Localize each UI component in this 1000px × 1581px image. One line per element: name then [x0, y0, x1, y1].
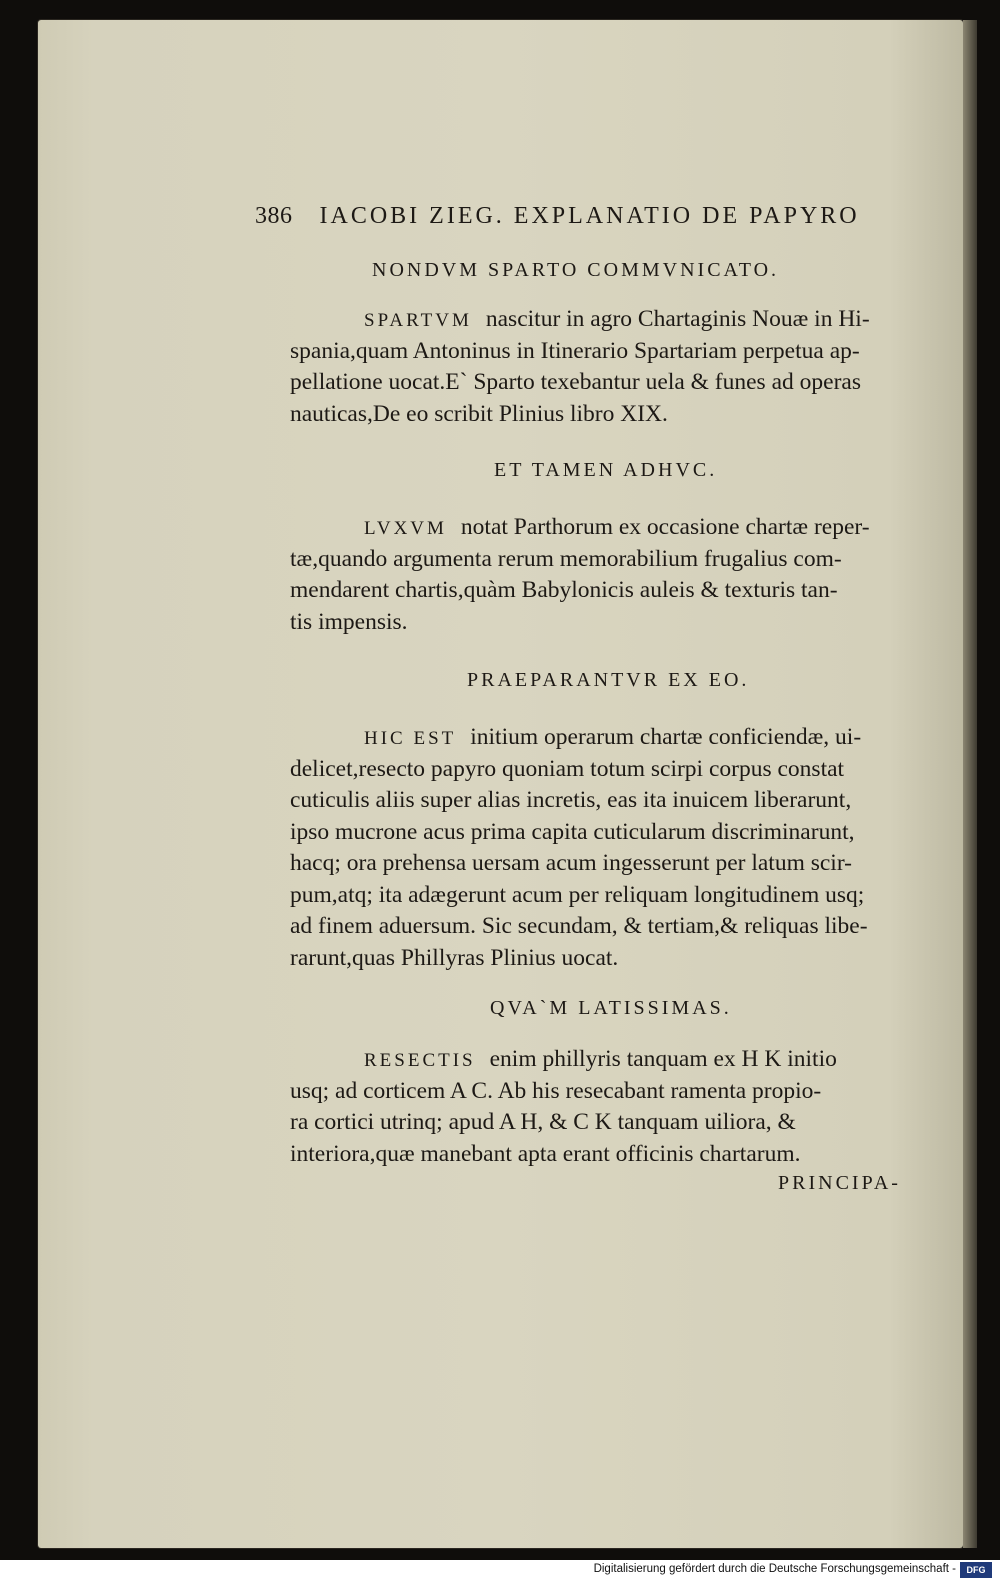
paragraph-line: LVXVM notat Parthorum ex occasione chartæ reper-	[364, 514, 870, 540]
paragraph-line: mendarent chartis,quàm Babylonicis auleis & texturis tan-	[290, 577, 838, 603]
section-heading: QVA`M LATISSIMAS.	[490, 997, 732, 1019]
paragraph-line: ra cortici utrinq; apud A H, & C K tanquam uiliora, &	[290, 1109, 796, 1135]
paragraph-line: ipso mucrone acus prima capita cuticularum discriminarunt,	[290, 818, 855, 845]
paragraph-line: spania,quam Antoninus in Itinerario Spartariam perpetua ap-	[290, 337, 860, 364]
section-heading: ET TAMEN ADHVC.	[494, 459, 718, 481]
footer-credit: Digitalisierung gefördert durch die Deutsche Forschungsgemeinschaft -	[593, 1563, 956, 1575]
paragraph	[290, 722, 940, 974]
paragraph-line: HIC EST initium operarum chartæ conficiendæ, ui-	[364, 724, 862, 750]
page-number: 386	[255, 203, 293, 229]
lead-word: SPARTVM	[364, 310, 472, 331]
section-heading: PRAEPARANTVR EX EO.	[467, 669, 750, 691]
page-edge	[963, 20, 977, 1548]
paragraph-line: RESECTIS enim phillyris tanquam ex H K initio	[364, 1046, 837, 1072]
paragraph-line: tæ,quando argumenta rerum memorabilium frugalius com-	[290, 545, 842, 572]
paragraph-line: hacq; ora prehensa uersam acum ingesserunt per latum scir-	[290, 850, 853, 876]
paragraph-line: SPARTVM nascitur in agro Chartaginis Nouæ in Hi-	[364, 306, 870, 332]
paragraph-line: tis impensis.	[290, 608, 408, 635]
lead-word: HIC EST	[364, 728, 457, 749]
paragraph	[290, 1044, 940, 1170]
paragraph-line: pum,atq; ita adægerunt acum per reliquam longitudinem usq;	[290, 881, 865, 908]
paragraph-line: ad finem aduersum. Sic secundam, & tertiam,& reliquas libe-	[290, 913, 868, 939]
dfg-logo-icon: DFG	[960, 1562, 992, 1578]
paragraph	[290, 304, 940, 430]
paragraph-line: usq; ad corticem A C. Ab his resecabant ramenta propio-	[290, 1077, 822, 1104]
paragraph	[290, 512, 940, 638]
lead-word: RESECTIS	[364, 1050, 476, 1071]
running-title: IACOBI ZIEG. EXPLANATIO DE PAPYRO	[319, 203, 860, 229]
paragraph-line: delicet,resecto papyro quoniam totum scirpi corpus constat	[290, 755, 845, 782]
paragraph-line: nauticas,De eo scribit Plinius libro XIX.	[290, 400, 668, 427]
paragraph-line: pellatione uocat.E` Sparto texebantur uela & funes ad operas	[290, 369, 861, 395]
running-header	[255, 203, 860, 230]
lead-word: LVXVM	[364, 518, 447, 539]
paragraph-line: rarunt,quas Phillyras Plinius uocat.	[290, 944, 619, 971]
catchword: PRINCIPA-	[778, 1172, 901, 1194]
paragraph-line: interiora,quæ manebant apta erant officinis chartarum.	[290, 1140, 801, 1167]
paragraph-line: cuticulis aliis super alias incretis, eas ita inuicem liberarunt,	[290, 787, 852, 813]
section-heading: NONDVM SPARTO COMMVNICATO.	[372, 259, 780, 281]
